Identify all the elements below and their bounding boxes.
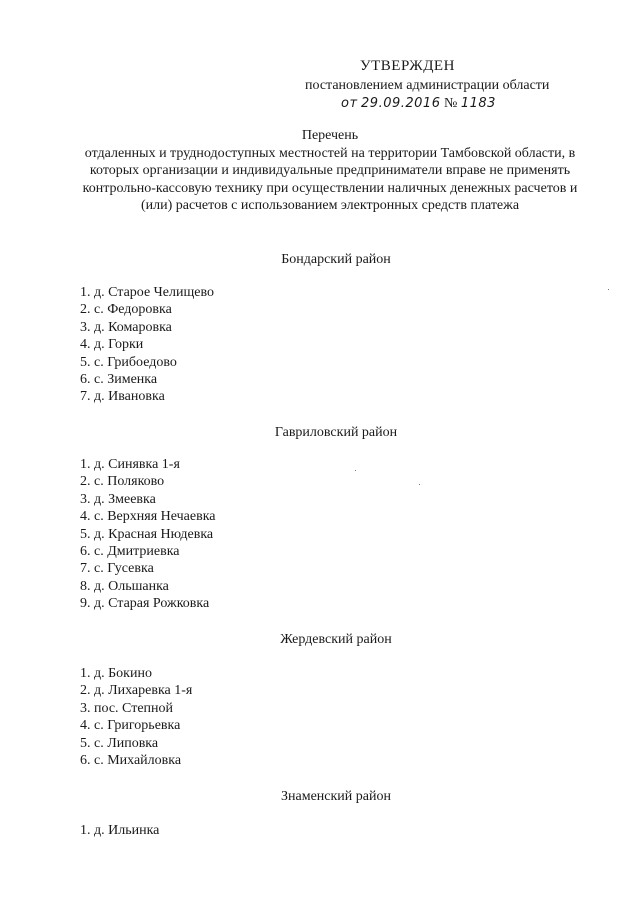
approval-date-prefix: от <box>341 96 358 111</box>
scan-speck <box>355 470 356 471</box>
list-item: 1. д. Синявка 1-я <box>80 457 180 472</box>
region-list <box>80 665 192 769</box>
approval-number-prefix: № <box>443 96 458 111</box>
approval-date-line <box>341 96 496 112</box>
scan-speck <box>608 289 609 290</box>
list-item: 1. д. Старое Челищево <box>80 285 214 300</box>
region-title: Гавриловский район <box>274 425 398 440</box>
list-item: 2. с. Федоровка <box>80 302 172 318</box>
list-item: 6. с. Дмитриевка <box>80 544 180 560</box>
scan-speck <box>419 484 420 485</box>
document-title: Перечень <box>301 128 359 143</box>
region-title: Бондарский район <box>281 252 391 267</box>
list-item: 3. пос. Степной <box>80 700 174 716</box>
list-item: 4. с. Верхняя Нечаевка <box>80 509 216 525</box>
region-title: Жердевский район <box>280 632 392 647</box>
region-list <box>80 456 216 613</box>
region-title: Знаменский район <box>281 789 391 804</box>
document-description: отдаленных и труднодоступных местностей на территории Тамбовской области, в которых организации и индивидуальные предприниматели вправе не применять контрольно-кассовую технику при осуществлении наличных денежных расчетов и (или) расчетов с использованием электронных средств платежа <box>82 145 578 213</box>
list-item: 6. с. Зименка <box>80 372 158 388</box>
list-item: 9. д. Старая Рожковка <box>80 596 210 612</box>
list-item: 8. д. Ольшанка <box>80 578 169 594</box>
list-item: 3. д. Комаровка <box>80 319 172 335</box>
list-item: 2. с. Поляково <box>80 474 165 490</box>
region-list <box>80 284 214 406</box>
list-item: 7. с. Гусевка <box>80 561 154 577</box>
approval-number: 1183 <box>460 96 496 111</box>
document-heading <box>70 127 590 215</box>
region-list <box>80 822 159 839</box>
list-item: 5. с. Липовка <box>80 735 159 751</box>
list-item: 4. с. Григорьевка <box>80 718 181 734</box>
approval-date: 29.09.2016 <box>361 96 441 111</box>
list-item: 5. д. Красная Нюдевка <box>80 526 214 542</box>
list-item: 1. д. Ильинка <box>80 823 160 838</box>
list-item: 5. с. Грибоедово <box>80 354 177 370</box>
list-item: 2. д. Лихаревка 1-я <box>80 683 193 699</box>
list-item: 7. д. Ивановка <box>80 389 165 405</box>
list-item: 4. д. Горки <box>80 337 144 353</box>
list-item: 6. с. Михайловка <box>80 753 182 769</box>
approval-subtitle: постановлением администрации области <box>305 78 550 93</box>
approval-title: УТВЕРЖДЕН <box>360 58 455 74</box>
list-item: 1. д. Бокино <box>80 666 152 681</box>
list-item: 3. д. Змеевка <box>80 491 156 507</box>
